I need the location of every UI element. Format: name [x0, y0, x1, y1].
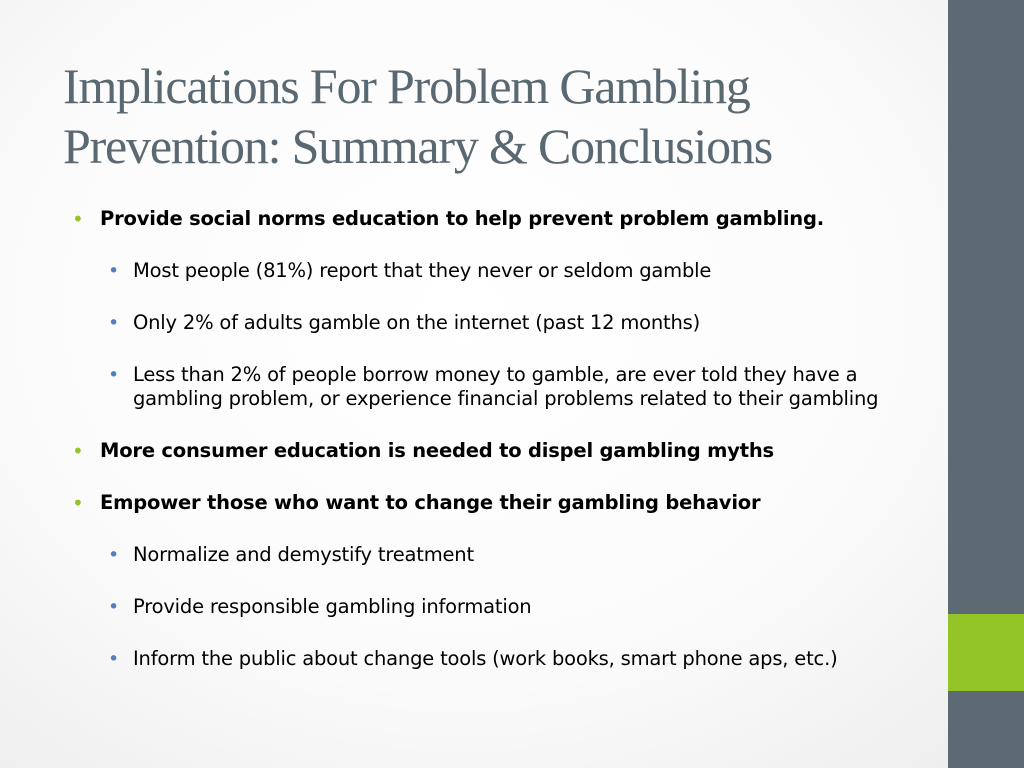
slide-title	[63, 56, 923, 176]
sub-bullet-item	[72, 543, 888, 567]
bullet-icon: •	[72, 207, 84, 231]
bullet-item	[72, 491, 932, 515]
sub-bullet-item	[72, 363, 888, 411]
bullet-item	[72, 207, 932, 231]
sub-bullet-text: Most people (81%) report that they never or seldom gamble	[133, 259, 712, 282]
bullet-icon: •	[72, 491, 84, 515]
sub-bullet-text: Normalize and demystify treatment	[133, 543, 474, 566]
bullet-list	[72, 207, 932, 699]
sub-bullet-text: Provide responsible gambling information	[133, 595, 532, 618]
sub-bullet-icon: •	[108, 544, 120, 566]
sub-bullet-item	[72, 647, 888, 671]
bullet-item	[72, 439, 932, 463]
sub-bullet-text: Only 2% of adults gamble on the internet (past 12 months)	[133, 311, 701, 334]
sub-bullet-icon: •	[108, 312, 120, 334]
sub-bullet-icon: •	[108, 596, 120, 618]
sub-bullet-text: Inform the public about change tools (work books, smart phone aps, etc.)	[133, 647, 838, 670]
bullet-icon: •	[72, 439, 84, 463]
bullet-text: More consumer education is needed to dispel gambling myths	[100, 439, 774, 462]
sub-bullet-item	[72, 595, 888, 619]
side-accent-block	[948, 614, 1024, 691]
sub-bullet-item	[72, 259, 888, 283]
bullet-text: Empower those who want to change their gambling behavior	[100, 491, 761, 514]
sub-bullet-icon: •	[108, 648, 120, 670]
title-line-1: Implications For Problem Gambling	[63, 58, 750, 114]
title-line-2: Prevention: Summary & Conclusions	[63, 118, 772, 174]
sub-bullet-text: Less than 2% of people borrow money to gamble, are ever told they have a gambling problem, or experience financial problems related to their gambling	[133, 363, 879, 410]
sub-bullet-icon: •	[108, 260, 120, 282]
sub-bullet-item	[72, 311, 888, 335]
sub-bullet-icon: •	[108, 364, 120, 386]
bullet-text: Provide social norms education to help prevent problem gambling.	[100, 207, 824, 230]
